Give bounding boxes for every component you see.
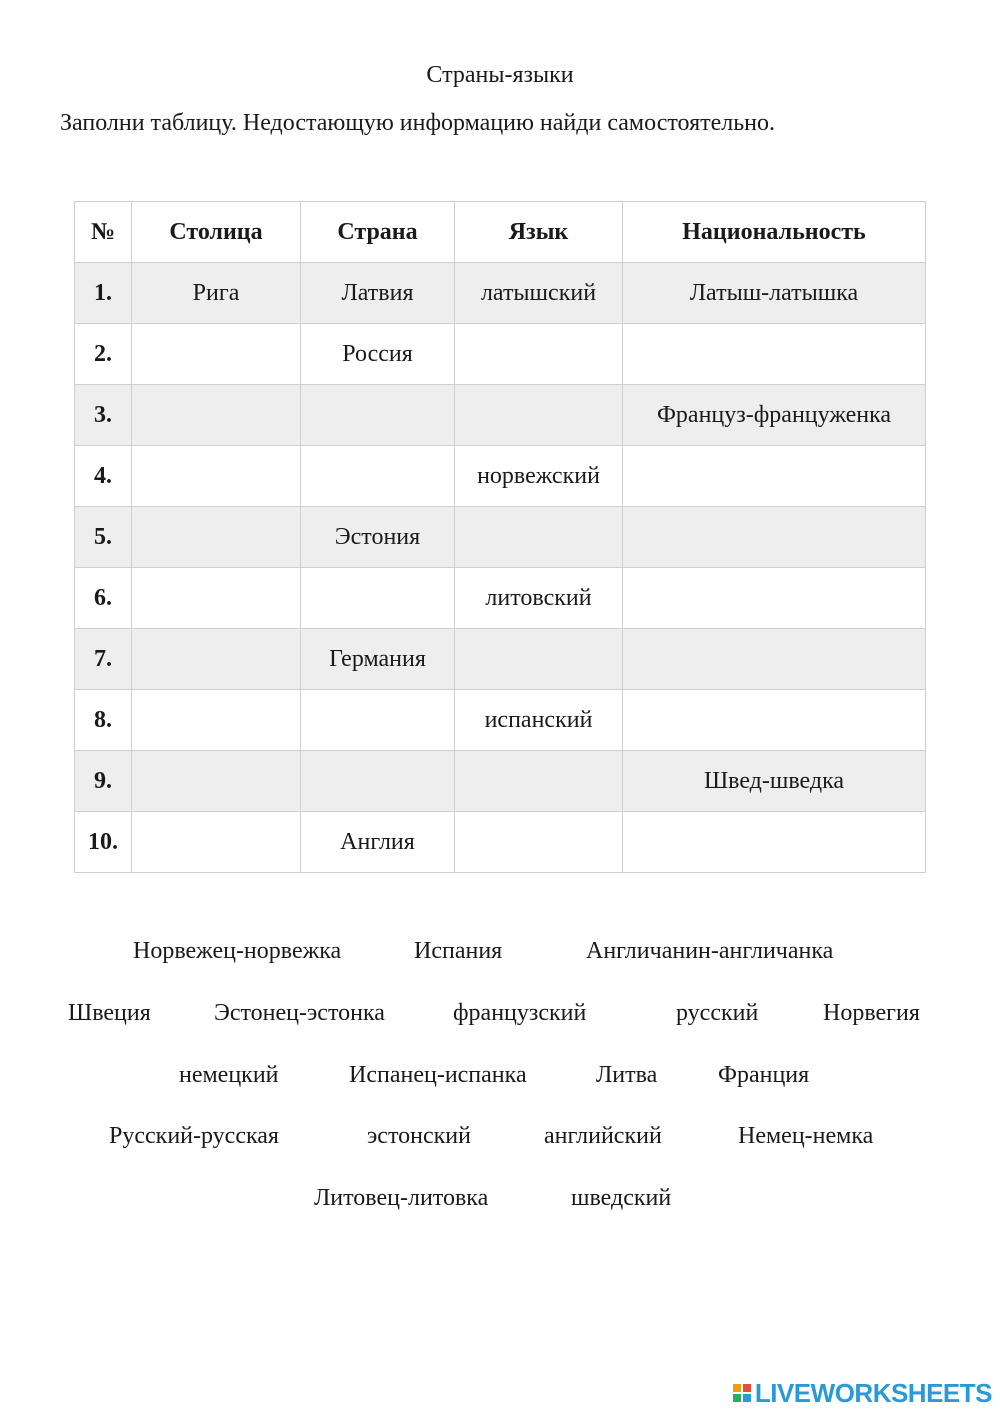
country-cell: Россия [301, 324, 455, 385]
nationality-cell[interactable] [623, 812, 926, 873]
capital-cell[interactable] [132, 629, 301, 690]
capital-cell: Рига [132, 263, 301, 324]
logo-text: LIVEWORKSHEETS [754, 1377, 992, 1408]
table-row [75, 446, 926, 507]
word-bank-item[interactable]: Немец-немка [738, 1123, 874, 1149]
table-row [75, 507, 926, 568]
instruction-text: Заполни таблицу. Недостающую информацию найди самостоятельно. [60, 110, 776, 136]
header-nationality: Национальность [623, 202, 926, 263]
worksheet-title: Страны-языки [426, 62, 574, 88]
word-bank-item[interactable]: эстонский [367, 1123, 471, 1149]
logo-squares-icon [733, 1384, 751, 1402]
row-number: 5. [75, 507, 132, 568]
table-row [75, 751, 926, 812]
nationality-cell: Латыш-латышка [623, 263, 926, 324]
word-bank-item[interactable]: Швеция [68, 1000, 151, 1026]
country-cell: Эстония [301, 507, 455, 568]
language-cell[interactable] [455, 812, 623, 873]
row-number: 8. [75, 690, 132, 751]
capital-cell[interactable] [132, 690, 301, 751]
nationality-cell: Француз-француженка [623, 385, 926, 446]
row-number: 6. [75, 568, 132, 629]
word-bank-item[interactable]: Литовец-литовка [314, 1185, 489, 1211]
language-cell[interactable] [455, 751, 623, 812]
word-bank-item[interactable]: шведский [571, 1185, 672, 1211]
row-number: 4. [75, 446, 132, 507]
nationality-cell[interactable] [623, 324, 926, 385]
country-cell: Германия [301, 629, 455, 690]
word-bank-row [0, 1185, 1000, 1215]
word-bank-item[interactable]: русский [676, 1000, 759, 1026]
country-cell[interactable] [301, 446, 455, 507]
word-bank-item[interactable]: французский [453, 1000, 587, 1026]
capital-cell[interactable] [132, 324, 301, 385]
capital-cell[interactable] [132, 751, 301, 812]
nationality-cell[interactable] [623, 690, 926, 751]
row-number: 1. [75, 263, 132, 324]
word-bank-item[interactable]: Франция [718, 1062, 810, 1088]
header-capital: Столица [132, 202, 301, 263]
row-number: 7. [75, 629, 132, 690]
word-bank-item[interactable]: Англичанин-англичанка [586, 938, 834, 964]
word-bank-item[interactable]: Эстонец-эстонка [214, 1000, 385, 1026]
countries-table [74, 201, 926, 873]
capital-cell[interactable] [132, 812, 301, 873]
row-number: 2. [75, 324, 132, 385]
header-language: Язык [455, 202, 623, 263]
logo-square [743, 1384, 751, 1392]
word-bank-item[interactable]: Испания [414, 938, 503, 964]
country-cell[interactable] [301, 385, 455, 446]
word-bank-item[interactable]: немецкий [179, 1062, 279, 1088]
word-bank-item[interactable]: Норвежец-норвежка [133, 938, 342, 964]
table-header-row [75, 202, 926, 263]
capital-cell[interactable] [132, 446, 301, 507]
language-cell[interactable] [455, 324, 623, 385]
table-row [75, 263, 926, 324]
word-bank-item[interactable]: Литва [596, 1062, 658, 1088]
nationality-cell[interactable] [623, 446, 926, 507]
header-number: № [75, 202, 132, 263]
country-cell[interactable] [301, 568, 455, 629]
table-row [75, 629, 926, 690]
country-cell[interactable] [301, 690, 455, 751]
language-cell: норвежский [455, 446, 623, 507]
row-number: 9. [75, 751, 132, 812]
language-cell: латышский [455, 263, 623, 324]
logo-square [733, 1394, 741, 1402]
word-bank-item[interactable]: Норвегия [823, 1000, 920, 1026]
nationality-cell[interactable] [623, 629, 926, 690]
country-cell: Англия [301, 812, 455, 873]
capital-cell[interactable] [132, 507, 301, 568]
table-row [75, 324, 926, 385]
row-number: 3. [75, 385, 132, 446]
word-bank-row [0, 1000, 1000, 1030]
word-bank-item[interactable]: Русский-русская [109, 1123, 279, 1149]
word-bank-item[interactable]: английский [544, 1123, 662, 1149]
word-bank-row [0, 1062, 1000, 1092]
header-country: Страна [301, 202, 455, 263]
liveworksheets-logo[interactable] [733, 1378, 992, 1408]
nationality-cell[interactable] [623, 507, 926, 568]
table-row [75, 568, 926, 629]
language-cell: испанский [455, 690, 623, 751]
country-cell[interactable] [301, 751, 455, 812]
word-bank-item[interactable]: Испанец-испанка [349, 1062, 527, 1088]
word-bank-row [0, 938, 1000, 968]
language-cell[interactable] [455, 385, 623, 446]
nationality-cell[interactable] [623, 568, 926, 629]
table-row [75, 690, 926, 751]
capital-cell[interactable] [132, 568, 301, 629]
logo-square [733, 1384, 741, 1392]
row-number: 10. [75, 812, 132, 873]
logo-square [743, 1394, 751, 1402]
nationality-cell: Швед-шведка [623, 751, 926, 812]
country-cell: Латвия [301, 263, 455, 324]
word-bank-row [0, 1123, 1000, 1153]
language-cell[interactable] [455, 629, 623, 690]
table-row [75, 812, 926, 873]
language-cell[interactable] [455, 507, 623, 568]
language-cell: литовский [455, 568, 623, 629]
table-row [75, 385, 926, 446]
capital-cell[interactable] [132, 385, 301, 446]
